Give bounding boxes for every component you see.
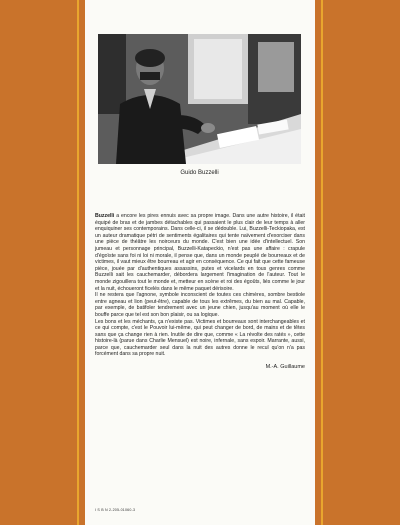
left-accent-stripe <box>77 0 79 525</box>
author-name: Buzzelli <box>95 213 115 219</box>
author-photo <box>98 34 301 164</box>
signature: M.-A. Guillaume <box>265 364 305 370</box>
back-cover-blurb <box>95 213 305 358</box>
paragraph-2: Il ne restera que l'agnone, symbole inconscient de toutes ces chimères, sombre bestiole entre agneau et lion (peut-être), capable de tous les extrêmes, du bien au mal. Capable, par exemple, de batifoler tendrement avec un jeune chien, jusqu'au moment où elle le bouffe parce que tel est son bon plaisir, ou sa logique. <box>95 292 305 318</box>
photo-caption: Guido Buzzelli <box>180 170 219 176</box>
paragraph-1-text: a encore les pires ennuis avec sa propre image. Dans une autre histoire, il était équipé de bras et de jambes détachables qui passaient le plus clair de leur temps à aller enquiquiner ses contemporains. Dans celle-ci, il se dédouble. Lui, Buzzelli-Teckiopaka, est un auteur dramatique pétri de sentiments égalitaires qui tente naïvement d'exorciser dans une pièce de théâtre les noirceurs du monde. C'est bien une idée d'intellectuel. Son jumeau et personnage principal, Buzzelli-Katapeckio, n'est pas une affaire : crapule d'égoïste sans foi ni loi ni morale, il pense que, dans un monde peuplé de bourreaux et de victimes, il vaut mieux être bourreau et agir en conséquence. Ce qui fait que cette fameuse pièce, jouée par d'authentiques assassins, putes et vicelards en tous genres comme Buzzelli sait les cauchemarder, débordera largement l'imagination de l'auteur. Tout le monde zigouillera tout le monde et, metteur en scène et roi des égoûts, liés comme le jour et la nuit, échoueront ficelés dans le même paquet dérisoire. <box>95 213 305 292</box>
paragraph-3: Les bons et les méchants, ça n'existe pas. Victimes et bourreaux sont interchangeables et ce qui compte, c'est le Pouvoir lui-même, qui peut changer de bord, de mains et de têtes sans que ça change rien à rien. Inutile de dire que, comme « La révolte des ratés », cette histoire-là (parue dans Charlie Mensuel) est noire, infernale, sans espoir. Marrante, aussi, parce que, cauchemarder seul dans la nuit des autres donne le recul qu'on n'a pas forcément dans sa propre nuit. <box>95 318 305 358</box>
isbn: I S B N 2-205-01060-3 <box>95 508 136 512</box>
paragraph-1 <box>95 213 305 292</box>
right-accent-stripe <box>321 0 323 525</box>
